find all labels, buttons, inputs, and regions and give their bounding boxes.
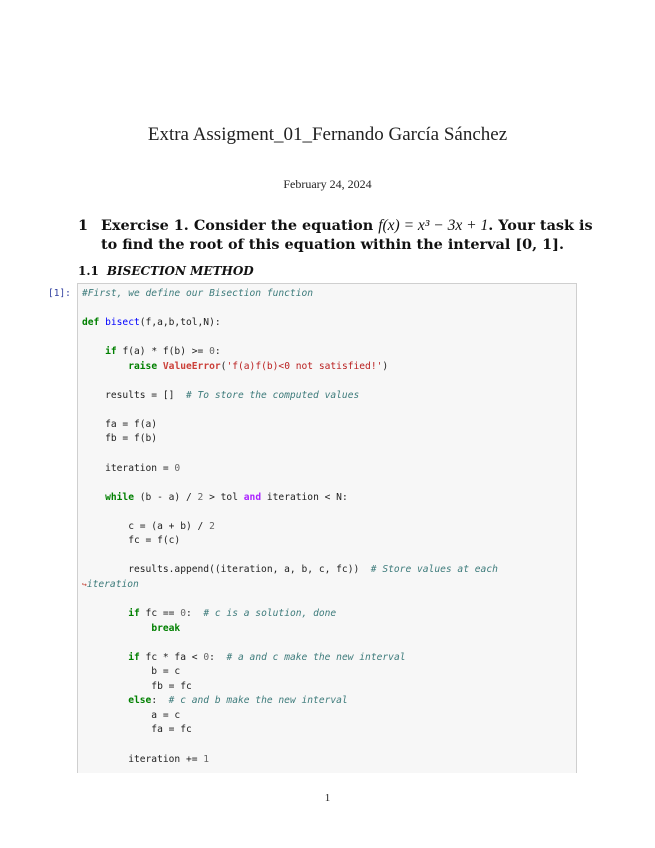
code-line: b = c: [82, 666, 181, 678]
document-date: February 24, 2024: [283, 177, 372, 191]
code-line: [82, 636, 572, 651]
code-line: break: [151, 622, 181, 634]
code-line: a = c: [82, 709, 181, 721]
page-number: 1: [324, 792, 331, 804]
code-line: c = (a + b) / 2: [82, 520, 215, 532]
code-line: [82, 302, 572, 317]
code-line: [82, 447, 572, 462]
code-line: #First, we define our Bisection function: [82, 288, 314, 299]
section-interval: [0, 1]: [515, 236, 559, 253]
code-line: [82, 374, 572, 389]
code-line: raise ValueError('f(a)f(b)<0 not satisfied!'): [128, 360, 389, 372]
code-line: [82, 592, 572, 607]
code-line: iteration += 1: [82, 753, 210, 765]
section-number: 1: [78, 217, 89, 234]
code-line: [82, 331, 572, 346]
code-line: [82, 738, 572, 753]
code-line: fc = f(c): [82, 535, 181, 547]
code-line: if f(a) * f(b) >= 0:: [105, 346, 221, 358]
code-line: fa = fc: [82, 724, 192, 736]
document-title: Extra Assigment_01_Fernando García Sánchez: [147, 124, 508, 145]
subsection-number: 1.1: [78, 264, 99, 278]
code-line: [82, 549, 572, 564]
code-line: iteration = 0: [82, 462, 181, 474]
code-line: fa = f(a): [82, 418, 158, 430]
code-line: ↪iteration: [82, 578, 139, 590]
code-block[interactable]: [82, 287, 572, 767]
code-line: [82, 505, 572, 520]
code-line: [82, 476, 572, 491]
code-line: [82, 403, 572, 418]
code-line: if fc == 0: # c is a solution, done: [128, 608, 337, 620]
code-line: while (b - a) / 2 > tol and iteration < N:: [105, 491, 348, 503]
code-line: else: # c and b make the new interval: [128, 695, 348, 707]
section-text: [101, 216, 598, 254]
code-line: fb = f(b): [82, 433, 158, 445]
cell-prompt: [1]:: [48, 288, 71, 299]
code-line: results.append((iteration, a, b, c, fc)) # Store values at each: [82, 564, 498, 576]
section-text-after: .: [558, 236, 564, 253]
code-line: fb = fc: [82, 680, 192, 692]
subsection-heading: [78, 264, 254, 278]
section-text-before: Exercise 1. Consider the equation: [101, 217, 379, 234]
section-equation: f(x) = x³ − 3x + 1: [378, 217, 489, 234]
code-line: results = [] # To store the computed values: [82, 389, 360, 401]
code-line: def bisect(f,a,b,tol,N):: [82, 317, 221, 329]
subsection-title: BISECTION METHOD: [106, 264, 254, 278]
code-line: if fc * fa < 0: # a and c make the new interval: [128, 651, 406, 663]
section-heading: [78, 216, 598, 254]
section-text-middle: . Your task is to find the root of this equation within the interval: [101, 217, 593, 253]
